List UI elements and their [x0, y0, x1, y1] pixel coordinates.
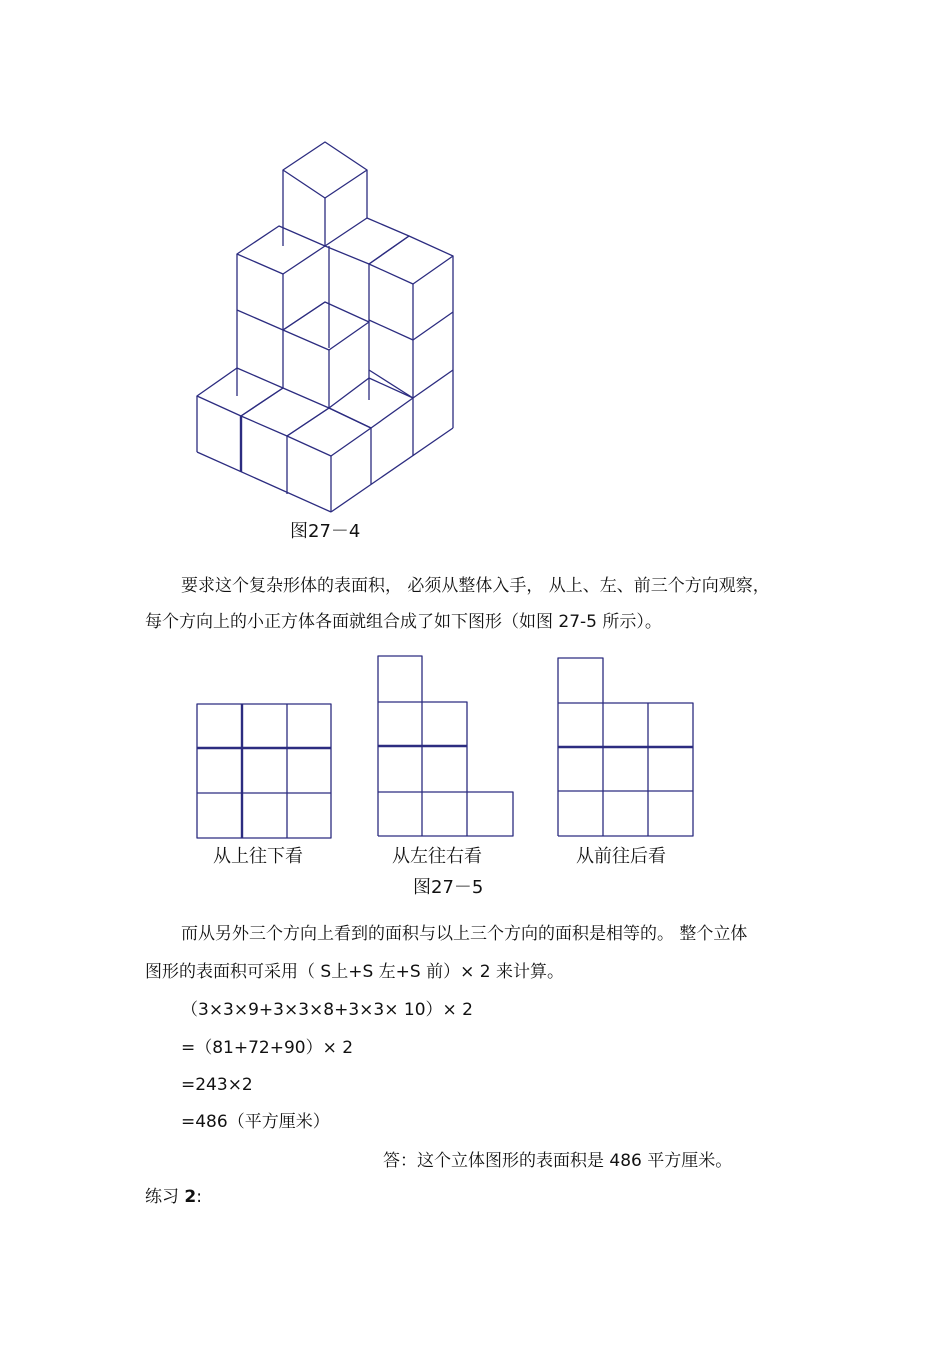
exercise-suffix: :	[196, 1187, 202, 1207]
answer-text: 答：这个立体图形的表面积是 486 平方厘米。	[383, 1151, 733, 1171]
figure-caption-27-5: 图27－5	[413, 877, 484, 898]
calculation-step-1: （3×3×9+3×3×8+3×3× 10）× 2	[181, 1000, 473, 1020]
paragraph-2-line-2: 图形的表面积可采用（ S上+S 左+S 前）× 2 来计算。	[145, 962, 564, 982]
view-label-left: 从左往右看	[392, 846, 482, 867]
paragraph-1-line-2: 每个方向上的小正方体各面就组合成了如下图形（如图 27-5 所示）。	[145, 612, 662, 632]
exercise-number: 2	[184, 1187, 197, 1207]
front-view-grid	[558, 658, 693, 836]
exercise-label: 练习	[145, 1187, 179, 1207]
left-view-grid	[378, 656, 513, 836]
view-label-top: 从上往下看	[213, 846, 303, 867]
top-view-grid	[197, 704, 331, 838]
exercise-heading	[145, 1187, 202, 1207]
paragraph-2-line-1: 而从另外三个方向上看到的面积与以上三个方向的面积是相等的。 整个立体	[181, 924, 748, 944]
view-label-front: 从前往后看	[576, 846, 666, 867]
figure-caption-27-4: 图27－4	[290, 521, 361, 542]
paragraph-1-line-1: 要求这个复杂形体的表面积， 必须从整体入手， 从上、左、前三个方向观察，	[181, 576, 770, 596]
calculation-step-3: =243×2	[181, 1075, 253, 1095]
calculation-step-2: =（81+72+90）× 2	[181, 1038, 354, 1058]
calculation-step-4: =486（平方厘米）	[181, 1112, 330, 1132]
